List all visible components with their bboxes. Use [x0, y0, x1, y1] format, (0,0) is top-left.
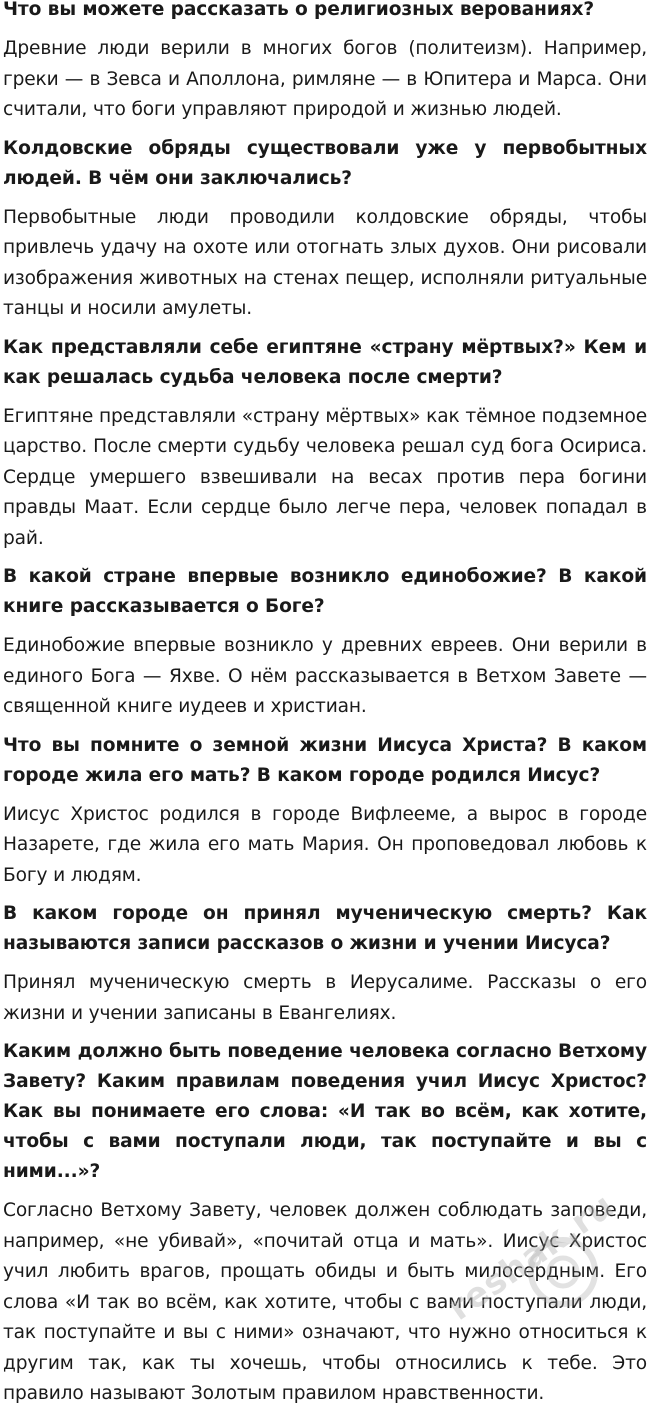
question-heading: Как представляли себе египтяне «страну мёртвых?» Кем и как решалась судьба человека после смерти? [3, 336, 647, 388]
qa-block [3, 731, 647, 892]
question-heading: Что вы можете рассказать о религиозных верованиях? [3, 0, 595, 20]
answer-paragraph: Древние люди верили в многих богов (политеизм). Например, греки — в Зевса и Аполлона, римляне — в Юпитера и Марса. Они считали, что боги управляют природой и жизнью людей. [3, 38, 647, 120]
question-heading: Что вы помните о земной жизни Иисуса Христа? В каком городе жила его мать? В каком городе родился Иисус? [3, 734, 647, 786]
question-heading: Колдовские обряды существовали уже у первобытных людей. В чём они заключались? [3, 137, 647, 189]
qa-block [3, 333, 647, 555]
answer-paragraph: Египтяне представляли «страну мёртвых» как тёмное подземное царство. После смерти судьбу человека решал суд бога Осириса. Сердце умершего взвешивали на весах против пера богини правды Маат. Если сердце было легче пера, человек попадал в рай. [3, 405, 647, 549]
qa-block [3, 0, 647, 126]
qa-block [3, 899, 647, 1029]
qa-block [3, 1037, 647, 1410]
watermark-text: reshak.ru [441, 1185, 623, 1329]
answer-paragraph: Принял мученическую смерть в Иерусалиме. Рассказы о его жизни и учении записаны в Евангелиях. [3, 972, 647, 1024]
answer-paragraph: Согласно Ветхому Завету, человек должен соблюдать заповеди, например, «не убивай», «почитай отца и мать». Иисус Христос учил любить врагов, прощать обиды и быть милосердным. Его слова «И так во всём, как хотите, чтобы с вами поступали люди, так поступайте и вы с ними» означают, что нужно относиться к другим так, как ты хочешь, чтобы относились к тебе. Это правило называют Золотым правилом нравственности. [3, 1200, 647, 1404]
answer-paragraph: Иисус Христос родился в городе Вифлееме, а вырос в городе Назарете, где жила его мать Мария. Он проповедовал любовь к Богу и людям. [3, 803, 647, 886]
question-heading: В каком городе он принял мученическую смерть? Как называются записи рассказов о жизни и учении Иисуса? [3, 903, 647, 954]
question-heading: В какой стране впервые возникло единобожие? В какой книге рассказывается о Боге? [3, 566, 647, 617]
answer-paragraph: Первобытные люди проводили колдовские обряды, чтобы привлечь удачу на охоте или отогнать злых духов. Они рисовали изображения животных на стенах пещер, исполняли ритуальные танцы и носили амулеты. [3, 206, 647, 319]
question-heading: Каким должно быть поведение человека согласно Ветхому Завету? Каким правилам поведения учил Иисус Христос? Как вы понимаете его слова: «И так во всём, как хотите, чтобы с вами поступали люди, так поступайте и вы с ними...»? [3, 1041, 647, 1182]
qa-block [3, 562, 647, 723]
qa-block [3, 134, 647, 325]
answer-paragraph: Единобожие впервые возникло у древних евреев. Они верили в единого Бога — Яхве. О нём рассказывается в Ветхом Завете — священной книге иудеев и христиан. [3, 635, 647, 717]
